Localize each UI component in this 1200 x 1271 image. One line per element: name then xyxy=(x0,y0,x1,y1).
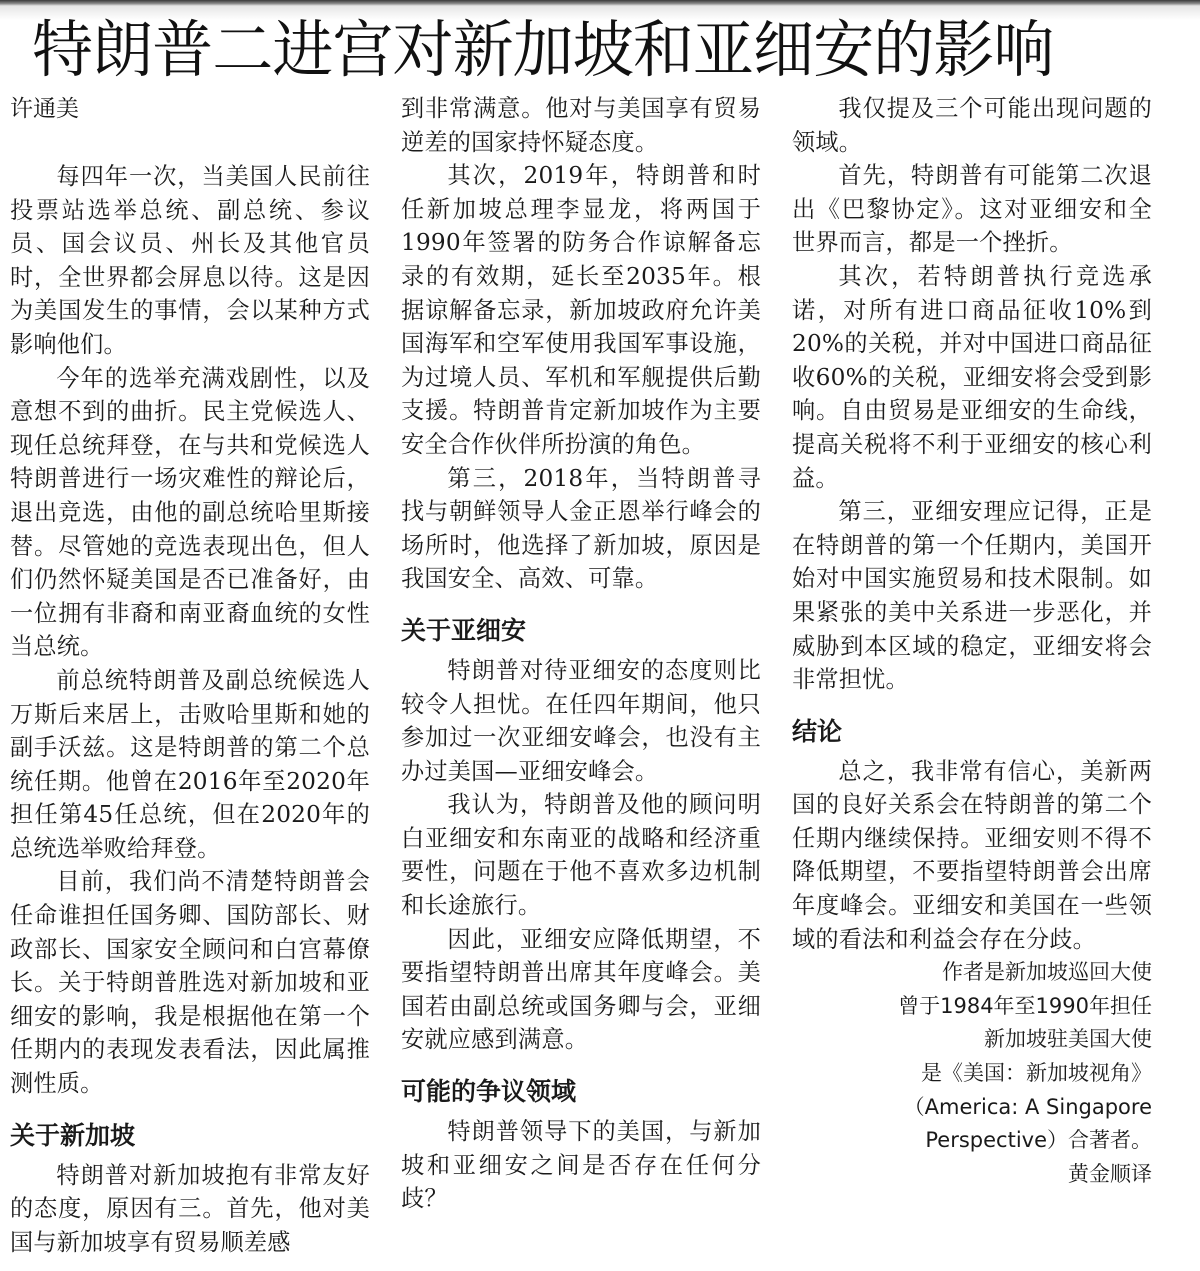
article-headline: 特朗普二进宫对新加坡和亚细安的影响 xyxy=(32,13,1054,86)
section-heading-conclusion: 结论 xyxy=(792,716,843,746)
paragraph: 其次，若特朗普执行竞选承诺，对所有进口商品征收10%到20%的关税，并对中国进口商品征收60%的关税，亚细安将会受到影响。自由贸易是亚细安的生命线，提高关税将不利于亚细安的核心利益。 xyxy=(792,262,1152,492)
paragraph: 前总统特朗普及副总统候选人万斯后来居上，击败哈里斯和她的副手沃兹。这是特朗普的第二个总统任期。他曾在2016年至2020年担任第45任总统，但在2020年的总统选举败给拜登。 xyxy=(10,666,370,862)
paragraph: 特朗普领导下的美国，与新加坡和亚细安之间是否存在任何分歧？ xyxy=(401,1118,761,1213)
paragraph: 第三，2018年，当特朗普寻找与朝鲜领导人金正恩举行峰会的场所时，他选择了新加坡，原因是我国安全、高效、可靠。 xyxy=(401,464,761,593)
paragraph: 首先，特朗普有可能第二次退出《巴黎协定》。这对亚细安和全世界而言，都是一个挫折。 xyxy=(792,162,1152,257)
bio-line: 新加坡驻美国大使 xyxy=(984,1027,1152,1052)
paragraph: 目前，我们尚不清楚特朗普会任命谁担任国务卿、国防部长、财政部长、国家安全顾问和白宫幕僚长。关于特朗普胜选对新加坡和亚细安的影响，我是根据他在第一个任期内的表现发表看法，因此属推测性质。 xyxy=(10,868,370,1098)
author-byline: 许通美 xyxy=(10,96,79,122)
column-2 xyxy=(401,92,761,1216)
translator-credit: 黄金顺译 xyxy=(1068,1161,1152,1186)
paragraph: 因此，亚细安应降低期望，不要指望特朗普出席其年度峰会。美国若由副总统或国务卿与会，亚细安就应感到满意。 xyxy=(401,925,761,1054)
column-3 xyxy=(792,92,1152,1191)
paragraph-continued: 到非常满意。他对与美国享有贸易逆差的国家持怀疑态度。 xyxy=(401,95,761,156)
paragraph: 我仅提及三个可能出现问题的领域。 xyxy=(792,95,1152,156)
paragraph: 我认为，特朗普及他的顾问明白亚细安和东南亚的战略和经济重要性，问题在于他不喜欢多边机制和长途旅行。 xyxy=(401,791,761,920)
paragraph: 总之，我非常有信心，美新两国的良好关系会在特朗普的第二个任期内继续保持。亚细安则不得不降低期望，不要指望特朗普会出席年度峰会。亚细安和美国在一些领域的看法和利益会存在分歧。 xyxy=(792,757,1152,953)
paragraph: 今年的选举充满戏剧性，以及意想不到的曲折。民主党候选人、现任总统拜登，在与共和党候选人特朗普进行一场灾难性的辩论后，退出竞选，由他的副总统哈里斯接替。尽管她的竞选表现出色，但人们仍然怀疑美国是否已准备好，由一位拥有非裔和南亚裔血统的女性当总统。 xyxy=(10,364,370,661)
paragraph: 第三，亚细安理应记得，正是在特朗普的第一个任期内，美国开始对中国实施贸易和技术限制。如果紧张的美中关系进一步恶化，并威胁到本区域的稳定，亚细安将会非常担忧。 xyxy=(792,498,1152,694)
paragraph: 特朗普对新加坡抱有非常友好的态度，原因有三。首先，他对美国与新加坡享有贸易顺差感 xyxy=(10,1161,370,1256)
section-heading-disputes: 可能的争议领域 xyxy=(401,1077,577,1107)
bio-line: 曾于1984年至1990年担任 xyxy=(898,993,1152,1018)
section-heading-singapore: 关于新加坡 xyxy=(10,1120,136,1150)
bio-line: Perspective）合著者。 xyxy=(925,1128,1152,1153)
author-bio xyxy=(792,956,1152,1191)
column-1 xyxy=(10,92,370,1259)
bio-line: 作者是新加坡巡回大使 xyxy=(942,960,1152,985)
bio-line: 是《美国：新加坡视角》 xyxy=(921,1061,1152,1086)
paragraph: 特朗普对待亚细安的态度则比较令人担忧。在任四年期间，他只参加过一次亚细安峰会，也没有主办过美国—亚细安峰会。 xyxy=(401,656,761,785)
paragraph: 每四年一次，当美国人民前往投票站选举总统、副总统、参议员、国会议员、州长及其他官员时，全世界都会屏息以待。这是因为美国发生的事情，会以某种方式影响他们。 xyxy=(10,163,370,358)
bio-line: （America: A Singapore xyxy=(903,1094,1152,1119)
section-heading-asean: 关于亚细安 xyxy=(401,615,527,645)
paragraph: 其次，2019年，特朗普和时任新加坡总理李显龙，将两国于1990年签署的防务合作谅解备忘录的有效期，延长至2035年。根据谅解备忘录，新加坡政府允许美国海军和空军使用我国军事设施，为过境人员、军机和军舰提供后勤支援。特朗普肯定新加坡作为主要安全合作伙伴所扮演的角色。 xyxy=(401,162,761,458)
